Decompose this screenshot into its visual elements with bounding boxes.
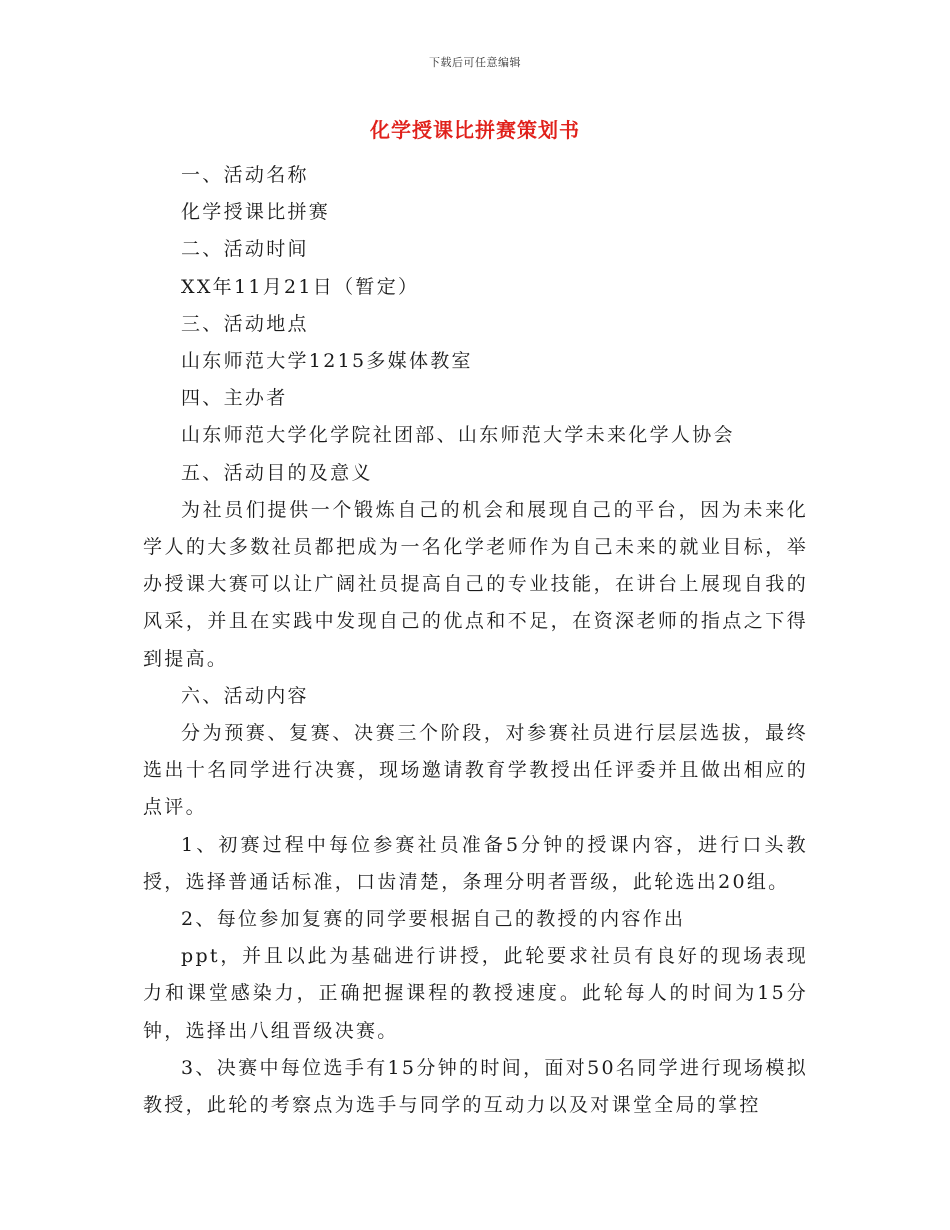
section-paragraph-purpose: 为社员们提供一个锻炼自己的机会和展现自己的平台，因为未来化学人的大多数社员都把成为一名化学老师作为自己未来的就业目标，举办授课大赛可以让广阔社员提高自己的专业技能，在讲台上展现自我的风采，并且在实践中发现自己的优点和不足，在资深老师的指点之下得到提高。: [143, 498, 808, 670]
section-heading-name: 一、活动名称: [181, 164, 309, 186]
page-header-note: 下载后可任意编辑: [429, 56, 521, 69]
section-heading-organizer: 四、主办者: [181, 387, 288, 410]
section-text-location: 山东师范大学1215多媒体教室: [181, 350, 473, 373]
document-body: [143, 157, 808, 1124]
section-heading-location: 三、活动地点: [181, 312, 309, 335]
content-item-2-line1: 2、每位参加复赛的同学要根据自己的教授的内容作出: [181, 908, 686, 931]
section-heading-purpose: 五、活动目的及意义: [181, 461, 373, 484]
content-item-3: 3、决赛中每位选手有15分钟的时间，面对50名同学进行现场模拟教授，此轮的考察点为选手与同学的互动力以及对课堂全局的掌控: [143, 1056, 808, 1117]
document-title: 化学授课比拼赛策划书: [370, 118, 580, 142]
section-text-time: XX年11月21日（暂定）: [181, 275, 420, 298]
content-item-2-line2: ppt，并且以此为基础进行讲授，此轮要求社员有良好的现场表现力和课堂感染力，正确把握课程的教授速度。此轮每人的时间为15分钟，选择出八组晋级决赛。: [143, 945, 808, 1042]
content-item-1: 1、初赛过程中每位参赛社员准备5分钟的授课内容，进行口头教授，选择普通话标准，口齿清楚，条理分明者晋级，此轮选出20组。: [143, 833, 808, 893]
section-heading-time: 二、活动时间: [181, 238, 309, 261]
section-paragraph-content: 分为预赛、复赛、决赛三个阶段，对参赛社员进行层层选拔，最终选出十名同学进行决赛，现场邀请教育学教授出任评委并且做出相应的点评。: [143, 722, 808, 819]
section-text-organizer: 山东师范大学化学院社团部、山东师范大学未来化学人协会: [181, 424, 735, 447]
section-heading-content: 六、活动内容: [181, 684, 309, 707]
section-text-name: 化学授课比拼赛: [181, 201, 331, 224]
